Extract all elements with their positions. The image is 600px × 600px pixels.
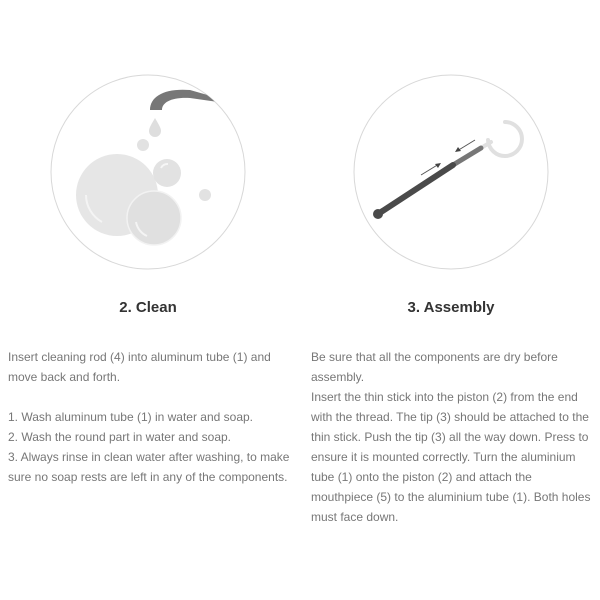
water-dot-icon xyxy=(137,139,149,151)
assembly-title: 3. Assembly xyxy=(407,299,495,316)
medium-bubble-icon xyxy=(127,191,181,245)
clean-title: 2. Clean xyxy=(119,299,177,316)
water-drops-bubbles-icon xyxy=(50,74,246,270)
water-drop-icon xyxy=(149,118,161,137)
assembly-body xyxy=(311,347,596,527)
illustration-circle xyxy=(354,75,548,269)
clean-step: 3. Always rinse in clean water after washing, to make sure no soap rests are left in any of the components. xyxy=(8,450,290,484)
clean-step: 1. Wash aluminum tube (1) in water and soap. xyxy=(8,410,254,424)
mouthpiece-ring-icon xyxy=(488,122,522,156)
aluminium-tube-icon xyxy=(378,165,453,214)
assembly-paragraph: Insert the thin stick into the piston (2) from the end with the thread. The tip (3) should be attached to the thin stick. Push the tip (3) all the way down. Press to ensure it is mounted correctly. Turn the aluminium tube (1) onto the piston (2) and attach the mouthpiece (5) to the aluminium tube (1). Both holes must face down. xyxy=(311,390,591,524)
clean-intro: Insert cleaning rod (4) into aluminum tube (1) and move back and forth. xyxy=(8,350,271,384)
faucet-spout-icon xyxy=(150,90,218,110)
clean-body xyxy=(8,347,293,487)
assembly-illustration xyxy=(353,74,549,270)
assembly-paragraph: Be sure that all the components are dry before assembly. xyxy=(311,350,558,384)
clean-step: 2. Wash the round part in water and soap. xyxy=(8,430,232,444)
water-dot-icon xyxy=(199,189,211,201)
clean-illustration xyxy=(50,74,246,270)
assembly-rod-icon xyxy=(353,74,549,270)
